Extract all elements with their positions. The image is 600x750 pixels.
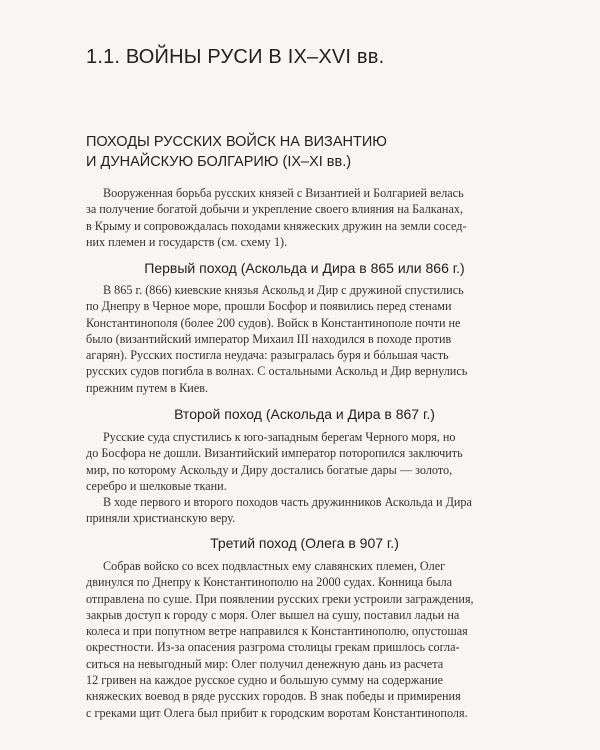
campaign-1-paragraph	[86, 282, 523, 396]
campaign-1-title: Первый поход (Аскольда и Дира в 865 или 866 г.)	[144, 260, 465, 276]
text-line: двинулся по Днепру к Константинополю на 2000 судах. Конница была	[86, 575, 453, 590]
text-line: 12 гривен на каждое русское судно и большую сумму на содержание	[86, 673, 444, 688]
text-line: ситься на невыгодный мир: Олег получил денежную дань из расчета	[86, 656, 444, 671]
text-line: русских судов погибла в волнах. С остальными Аскольд и Дир вернулись	[86, 364, 468, 379]
text-line: Константинополя (более 200 судов). Войск в Константинополе почти не	[86, 315, 461, 330]
text-line: Русские суда спустились к юго-западным берегам Черного моря, но	[103, 430, 456, 444]
text-line: до Босфора не дошли. Византийский император поторопился заключить	[86, 446, 463, 461]
section-title	[86, 132, 526, 172]
text-line: серебро и шелковые ткани.	[86, 478, 227, 493]
campaign-2-paragraph-1	[86, 429, 523, 494]
campaign-2-paragraph-2	[86, 494, 523, 527]
intro-paragraph	[86, 185, 523, 250]
campaign-2-title: Второй поход (Аскольда и Дира в 867 г.)	[174, 406, 435, 422]
text-line: них племен и государств (см. схему 1).	[86, 234, 288, 249]
text-line: в Крыму и сопровождалась походами княжеских дружин на земли сосед-	[86, 218, 467, 233]
text-line: Собрав войско со всех подвластных ему славянских племен, Олег	[103, 559, 446, 573]
section-title-line: И ДУНАЙСКУЮ БОЛГАРИЮ (IX–XI вв.)	[86, 154, 352, 170]
text-line: по Днепру в Черное море, прошли Босфор и появились перед стенами	[86, 299, 452, 314]
text-line: мир, по которому Аскольду и Диру достались богатые дары — золото,	[86, 462, 453, 477]
campaign-3-paragraph	[86, 558, 523, 721]
text-line: закрыв доступ к городу с моря. Олег вышел на сушу, поставил ладьи на	[86, 607, 460, 622]
text-line: приняли христианскую веру.	[86, 511, 236, 526]
text-line: прежним путем в Киев.	[86, 380, 209, 395]
campaign-3-title: Третий поход (Олега в 907 г.)	[210, 535, 399, 551]
text-line: агарян). Русских постигла неудача: разыгралась буря и бóльшая часть	[86, 348, 449, 363]
text-line: окрестности. Из-за опасения разгрома столицы грекам пришлось согла-	[86, 640, 460, 655]
chapter-title: 1.1. ВОЙНЫ РУСИ В IX–XVI вв.	[86, 46, 385, 68]
text-line: Вооруженная борьба русских князей с Византией и Болгарией велась	[103, 186, 464, 200]
text-line: колеса и при попутном ветре направился к Константинополю, опустошая	[86, 624, 468, 639]
text-line: с греками щит Олега был прибит к городским воротам Константинополя.	[86, 705, 468, 720]
text-line: за получение богатой добычи и укрепление своего влияния на Балканах,	[86, 202, 464, 217]
text-line: княжеских воевод в ряде русских городов. В знак победы и примирения	[86, 689, 461, 704]
text-line: В ходе первого и второго походов часть дружинников Аскольда и Дира	[103, 495, 472, 509]
section-title-line: ПОХОДЫ РУССКИХ ВОЙСК НА ВИЗАНТИЮ	[86, 134, 387, 150]
text-line: В 865 г. (866) киевские князья Аскольд и Дир с дружиной спустились	[103, 283, 464, 297]
text-line: отправлена по суше. При появлении русских греки устроили заграждения,	[86, 591, 474, 606]
text-line: было (византийский император Михаил III находился в походе против	[86, 331, 452, 346]
